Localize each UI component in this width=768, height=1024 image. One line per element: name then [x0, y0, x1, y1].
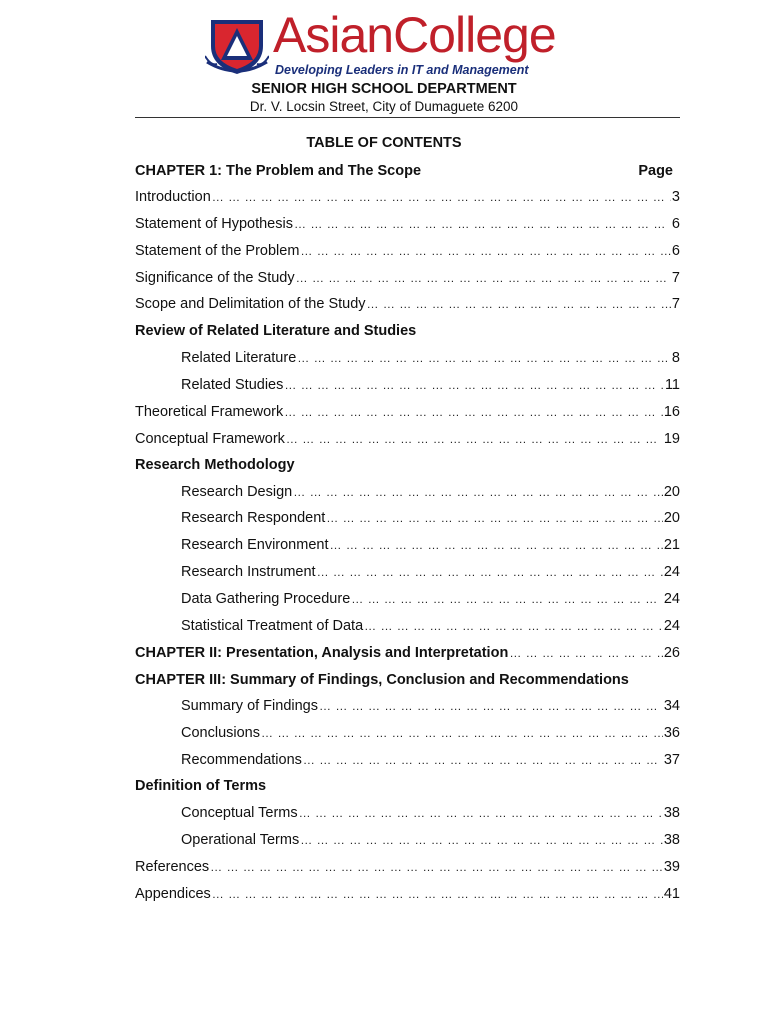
dot-leader: [329, 534, 663, 556]
header-divider: [135, 117, 680, 118]
toc-entry[interactable]: [135, 481, 680, 503]
dot-leader: [299, 829, 663, 851]
toc-entry-label: Recommendations: [181, 752, 302, 768]
chapter-1-heading: [135, 160, 680, 182]
dot-leader: [292, 481, 663, 503]
dot-leader: [211, 883, 663, 905]
toc-entry-page: 19: [663, 431, 680, 447]
toc-entry-page: 7: [671, 296, 680, 312]
dot-leader: [285, 428, 663, 450]
toc-entry-page: 11: [664, 377, 680, 393]
college-logo: [205, 7, 605, 78]
toc-entry-label: Related Literature: [181, 350, 297, 366]
toc-entry-label: Introduction: [135, 189, 211, 205]
toc-entry[interactable]: [135, 213, 680, 235]
toc-entry-page: 20: [663, 510, 680, 526]
toc-entry-label: Operational Terms: [181, 832, 300, 848]
toc-entry-page: 38: [663, 805, 680, 821]
toc-entry[interactable]: [135, 722, 680, 744]
toc-entry-label: Scope and Delimitation of the Study: [135, 296, 366, 312]
dot-leader: [299, 240, 671, 262]
toc-entry[interactable]: [135, 588, 680, 610]
toc-entry-page: 24: [663, 591, 680, 607]
brand-name: AsianCollege: [273, 7, 556, 63]
toc-entry[interactable]: [135, 856, 680, 878]
toc-entry-label: Research Environment: [181, 537, 329, 553]
dot-leader: [350, 588, 663, 610]
toc-entry[interactable]: [135, 507, 680, 529]
toc-entry[interactable]: [135, 534, 680, 556]
toc-entry[interactable]: [135, 749, 680, 771]
page-column-header: Page: [638, 163, 673, 179]
toc-entry-page: 8: [671, 350, 680, 366]
toc-entry-page: 7: [671, 270, 680, 286]
department-name: SENIOR HIGH SCHOOL DEPARTMENT: [251, 81, 517, 97]
definitions-heading: Definition of Terms: [135, 778, 267, 794]
dot-leader: [211, 186, 671, 208]
toc-entry-label: Significance of the Study: [135, 270, 295, 286]
toc-entry-label: Conceptual Terms: [181, 805, 298, 821]
toc-entry[interactable]: [135, 883, 680, 905]
toc-entry-page: 6: [671, 243, 680, 259]
toc-entry[interactable]: [135, 347, 680, 369]
toc-entry-label: Summary of Findings: [181, 698, 318, 714]
toc-entry-page: 16: [663, 404, 680, 420]
toc-entry-page: 3: [671, 189, 680, 205]
document-header: [0, 0, 768, 120]
toc-entry-label: Research Design: [181, 484, 293, 500]
toc-entry[interactable]: [135, 428, 680, 450]
chapter-2-entry[interactable]: [135, 642, 680, 664]
toc-entry-label: Statistical Treatment of Data: [181, 618, 364, 634]
brand-tagline: Developing Leaders in IT and Management: [275, 63, 529, 77]
dot-leader: [298, 802, 663, 824]
dot-leader: [366, 293, 671, 315]
dot-leader: [325, 507, 663, 529]
toc-entry-page: 24: [663, 618, 680, 634]
toc-entry-label: References: [135, 859, 210, 875]
toc-entry-label: Related Studies: [181, 377, 284, 393]
toc-entry-page: 20: [663, 484, 680, 500]
toc-entry-label: Statement of the Problem: [135, 243, 300, 259]
dot-leader: [363, 615, 663, 637]
toc-entry[interactable]: [135, 240, 680, 262]
dot-leader: [283, 401, 663, 423]
toc-entry-page: 38: [663, 832, 680, 848]
chapter-3-heading: CHAPTER III: Summary of Findings, Conclusion and Recommendations: [135, 672, 629, 688]
dot-leader: [302, 749, 663, 771]
toc-entry-page: 37: [663, 752, 680, 768]
toc-entry[interactable]: [135, 293, 680, 315]
dot-leader: [296, 347, 671, 369]
toc-title: TABLE OF CONTENTS: [306, 135, 462, 151]
toc-entry-label: Conclusions: [181, 725, 260, 741]
dot-leader: [283, 374, 664, 396]
toc-entry-page: 39: [663, 859, 680, 875]
toc-entry-page: 34: [663, 698, 680, 714]
toc-entry-page: 41: [663, 886, 680, 902]
chapter-2-title: CHAPTER II: Presentation, Analysis and Interpretation: [135, 645, 509, 661]
toc-entry-page: 24: [663, 564, 680, 580]
toc-entry-label: Research Instrument: [181, 564, 316, 580]
methodology-heading: Research Methodology: [135, 457, 295, 473]
toc-entry[interactable]: [135, 186, 680, 208]
toc-entry[interactable]: [135, 267, 680, 289]
shield-crest-icon: [205, 16, 269, 76]
toc-entry[interactable]: [135, 561, 680, 583]
dot-leader: [318, 695, 663, 717]
dot-leader: [316, 561, 663, 583]
toc-entry-page: 6: [671, 216, 680, 232]
dot-leader: [260, 722, 663, 744]
toc-entry-label: Research Respondent: [181, 510, 326, 526]
toc-entry-label: Data Gathering Procedure: [181, 591, 351, 607]
toc-entry-page: 21: [663, 537, 680, 553]
toc-entry-page: 26: [663, 645, 680, 661]
dot-leader: [209, 856, 663, 878]
toc-entry[interactable]: [135, 401, 680, 423]
toc-entry-page: 36: [663, 725, 680, 741]
toc-entry-label: Conceptual Framework: [135, 431, 285, 447]
toc-entry[interactable]: [135, 802, 680, 824]
chapter-1-title: CHAPTER 1: The Problem and The Scope: [135, 163, 422, 179]
address: Dr. V. Locsin Street, City of Dumaguete 6200: [249, 99, 519, 114]
review-heading: Review of Related Literature and Studies: [135, 323, 417, 339]
toc-entry[interactable]: [135, 615, 680, 637]
toc-entry[interactable]: [135, 829, 680, 851]
toc-entry-label: Appendices: [135, 886, 211, 902]
toc-entry[interactable]: [135, 374, 680, 396]
toc-entry-label: Statement of Hypothesis: [135, 216, 293, 232]
dot-leader: [293, 213, 671, 235]
dot-leader: [508, 642, 663, 664]
toc-entry-label: Theoretical Framework: [135, 404, 284, 420]
toc-entry[interactable]: [135, 695, 680, 717]
dot-leader: [295, 267, 671, 289]
